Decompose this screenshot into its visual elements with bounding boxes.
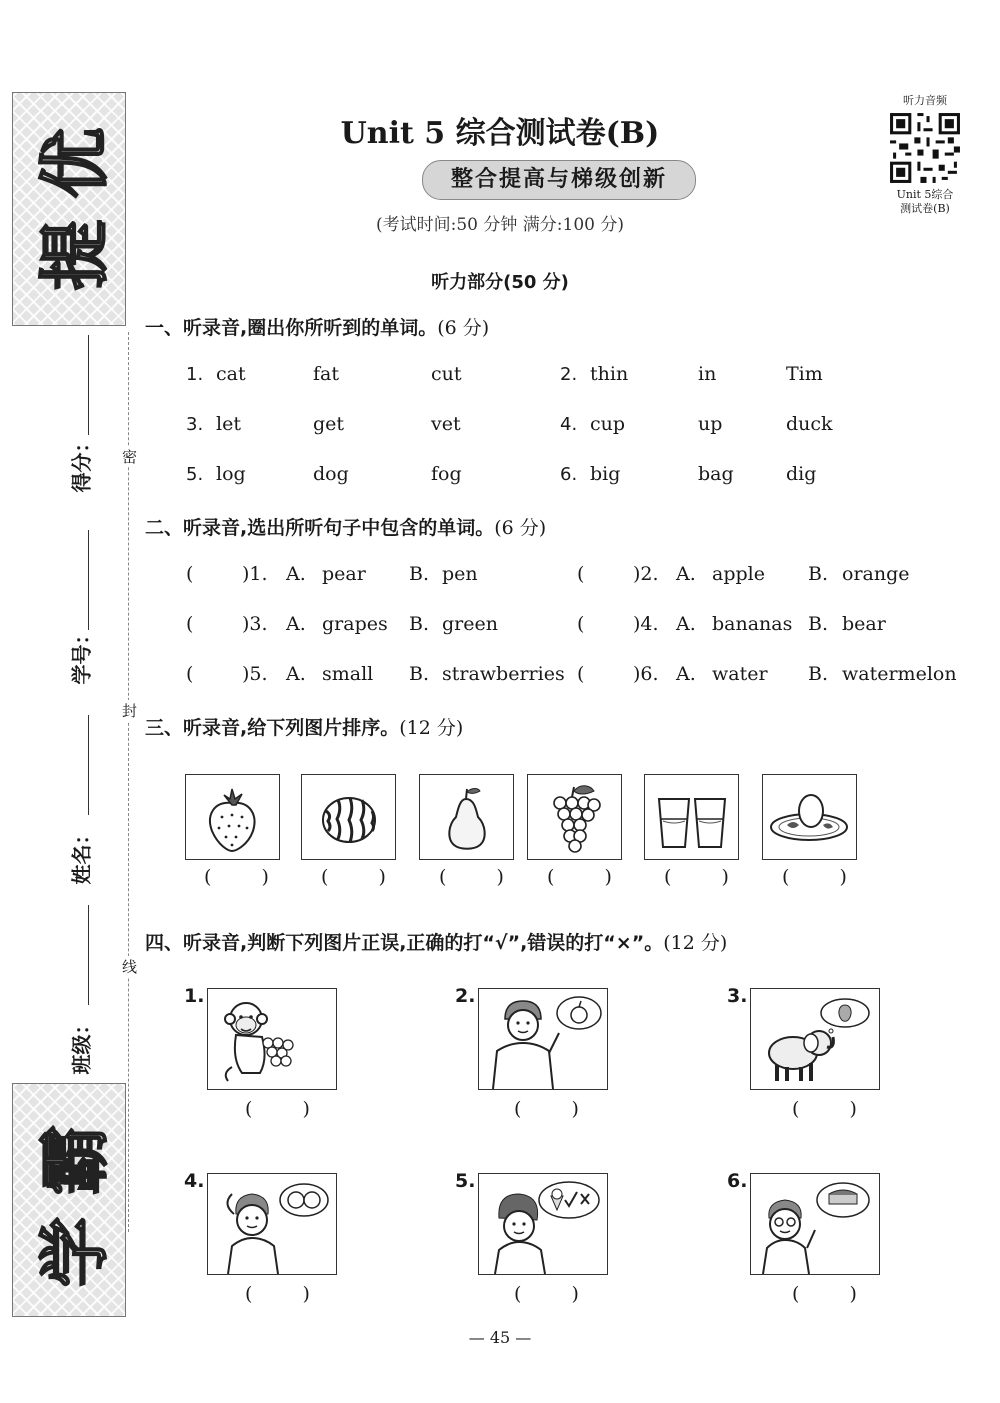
answer-paren-open: ( (186, 613, 194, 635)
monkey-grapes-icon (208, 989, 336, 1089)
listening-part-title: 听力部分(50 分) (431, 272, 569, 293)
q2-option-a-letter: A. (676, 663, 696, 685)
q2-option-a[interactable]: apple (712, 563, 765, 585)
answer-paren-open: ( (577, 663, 585, 685)
answer-blank[interactable]: ( ) (782, 866, 869, 888)
section-4-points: (12 分) (663, 932, 728, 954)
exam-info: (考试时间:50 分钟 满分:100 分) (375, 215, 624, 235)
q2-option-a[interactable]: grapes (322, 613, 388, 635)
side-char-xue: 学 (34, 1217, 116, 1287)
strawberry-picture (185, 774, 280, 860)
water-picture (644, 774, 739, 860)
q1-number: 4. (560, 414, 578, 435)
answer-blank[interactable]: ( ) (792, 1098, 879, 1120)
answer-blank[interactable]: ( ) (245, 1098, 332, 1120)
q2-option-a[interactable]: bananas (712, 613, 793, 635)
q4-number: 2. (455, 985, 476, 1007)
water-glasses-icon (645, 775, 738, 859)
q4-picture-6 (750, 1173, 880, 1275)
q2-option-b-letter: B. (409, 613, 430, 635)
answer-blank[interactable]: ( ) (547, 866, 634, 888)
seal-line (128, 332, 129, 1232)
q1-word[interactable]: bag (698, 463, 734, 485)
score-label: 得分： (69, 432, 94, 493)
qr-foot-1: Unit 5综合 (896, 188, 954, 201)
answer-blank[interactable]: ( ) (439, 866, 526, 888)
q1-word[interactable]: vet (431, 413, 461, 435)
q4-number: 1. (184, 985, 205, 1007)
name-label: 姓名： (69, 824, 94, 885)
q2-number[interactable]: )4. (633, 613, 659, 635)
q4-picture-3 (750, 988, 880, 1090)
q1-word[interactable]: thin (590, 363, 629, 385)
pear-picture (419, 774, 514, 860)
watermelon-picture (301, 774, 396, 860)
q4-picture-1 (207, 988, 337, 1090)
q2-option-b-letter: B. (808, 563, 829, 585)
seal-char-feng: 封 (122, 702, 138, 720)
q4-picture-5 (478, 1173, 608, 1275)
answer-paren-open: ( (577, 613, 585, 635)
qr-foot-2: 测试卷(B) (900, 202, 950, 215)
seal-char-mi: 密 (122, 448, 138, 466)
q1-number: 6. (560, 464, 578, 485)
q2-option-b-letter: B. (808, 613, 829, 635)
q1-word[interactable]: in (698, 363, 717, 385)
student-id-line (88, 530, 89, 630)
strawberry-icon (186, 775, 279, 859)
q4-picture-2 (478, 988, 608, 1090)
q2-option-b-letter: B. (409, 563, 430, 585)
answer-blank[interactable]: ( ) (204, 866, 291, 888)
section-1-title: 一、听录音,圈出你所听到的单词。 (145, 317, 438, 339)
answer-blank[interactable]: ( ) (514, 1098, 601, 1120)
boy-apple-icon (479, 989, 607, 1089)
answer-blank[interactable]: ( ) (321, 866, 408, 888)
q2-option-a-letter: A. (676, 613, 696, 635)
q4-number: 6. (727, 1170, 748, 1192)
q4-number: 5. (455, 1170, 476, 1192)
q2-option-a-letter: A. (286, 663, 306, 685)
q2-option-a[interactable]: small (322, 663, 374, 685)
q1-word[interactable]: log (216, 463, 246, 485)
side-char-you: 优 (34, 128, 116, 198)
q1-word[interactable]: Tim (786, 363, 823, 385)
section-4-heading (145, 928, 727, 955)
grapes-picture (527, 774, 622, 860)
grapes-icon (528, 775, 621, 859)
score-line (88, 335, 89, 435)
name-line (88, 715, 89, 815)
boy-cake-icon (751, 1174, 879, 1274)
side-banner-bottom (12, 1083, 126, 1317)
qr-code-icon[interactable] (887, 110, 963, 186)
answer-paren-open: ( (186, 563, 194, 585)
answer-blank[interactable]: ( ) (514, 1283, 601, 1305)
q1-word[interactable]: dog (313, 463, 349, 485)
q1-word[interactable]: cup (590, 413, 626, 435)
section-1-points: (6 分) (437, 317, 490, 339)
q2-option-a-letter: A. (286, 563, 306, 585)
q1-word[interactable]: dig (786, 463, 817, 485)
class-line (88, 905, 89, 1005)
section-2-title: 二、听录音,选出所听句子中包含的单词。 (145, 517, 495, 539)
q4-number: 4. (184, 1170, 205, 1192)
egg-plate-icon (763, 775, 856, 859)
q1-word[interactable]: fat (313, 363, 339, 385)
q2-option-b[interactable]: orange (842, 563, 910, 585)
qr-block (880, 92, 970, 216)
q1-word[interactable]: big (590, 463, 621, 485)
q2-number[interactable]: )6. (633, 663, 659, 685)
q1-word[interactable]: cut (431, 363, 462, 385)
q1-word[interactable]: get (313, 413, 345, 435)
section-4-title: 四、听录音,判断下列图片正误,正确的打“√”,错误的打“×”。 (145, 932, 664, 954)
q1-number: 1. (186, 364, 204, 385)
q4-picture-4 (207, 1173, 337, 1275)
q2-option-a-letter: A. (676, 563, 696, 585)
subtitle-banner: 整合提高与梯级创新 (422, 160, 696, 200)
answer-blank[interactable]: ( ) (245, 1283, 332, 1305)
q2-option-b[interactable]: strawberries (442, 663, 565, 685)
page-number: — 45 — (468, 1328, 532, 1347)
answer-paren-open: ( (577, 563, 585, 585)
q1-number: 3. (186, 414, 204, 435)
section-1-heading (145, 313, 489, 340)
q2-option-a[interactable]: water (712, 663, 768, 685)
q2-number[interactable]: )5. (242, 663, 268, 685)
q1-word[interactable]: duck (786, 413, 833, 435)
q1-word[interactable]: let (216, 413, 241, 435)
q2-option-b-letter: B. (808, 663, 829, 685)
watermelon-icon (302, 775, 395, 859)
side-char-ba: 霸 (34, 1125, 116, 1195)
answer-paren-open: ( (186, 663, 194, 685)
section-3-heading (145, 713, 463, 740)
student-id-label: 学号： (69, 624, 94, 685)
answer-blank[interactable]: ( ) (664, 866, 751, 888)
q2-number[interactable]: )1. (242, 563, 268, 585)
q2-option-b[interactable]: pen (442, 563, 478, 585)
q2-option-b[interactable]: green (442, 613, 498, 635)
q2-option-b[interactable]: bear (842, 613, 886, 635)
section-3-title: 三、听录音,给下列图片排序。 (145, 717, 400, 739)
q1-word[interactable]: fog (431, 463, 462, 485)
boy-icecream-icon (479, 1174, 607, 1274)
q1-word[interactable]: up (698, 413, 723, 435)
q2-number[interactable]: )3. (242, 613, 268, 635)
boy-oranges-icon (208, 1174, 336, 1274)
qr-caption: 听力音频 (903, 94, 947, 107)
q4-number: 3. (727, 985, 748, 1007)
q2-option-a[interactable]: pear (322, 563, 366, 585)
q2-option-b-letter: B. (409, 663, 430, 685)
egg-picture (762, 774, 857, 860)
section-2-points: (6 分) (494, 517, 547, 539)
elephant-strawberry-icon (751, 989, 879, 1089)
side-char-ti: 提 (34, 220, 116, 290)
q2-option-b[interactable]: watermelon (842, 663, 957, 685)
section-3-points: (12 分) (399, 717, 464, 739)
class-label: 班级： (69, 1014, 94, 1075)
answer-blank[interactable]: ( ) (792, 1283, 879, 1305)
section-2-heading (145, 513, 546, 540)
q1-number: 2. (560, 364, 578, 385)
page-title: Unit 5 综合测试卷(B) (340, 116, 660, 151)
q2-option-a-letter: A. (286, 613, 306, 635)
q1-number: 5. (186, 464, 204, 485)
q2-number[interactable]: )2. (633, 563, 659, 585)
q1-word[interactable]: cat (216, 363, 246, 385)
pear-icon (420, 775, 513, 859)
seal-char-xian: 线 (122, 958, 138, 976)
